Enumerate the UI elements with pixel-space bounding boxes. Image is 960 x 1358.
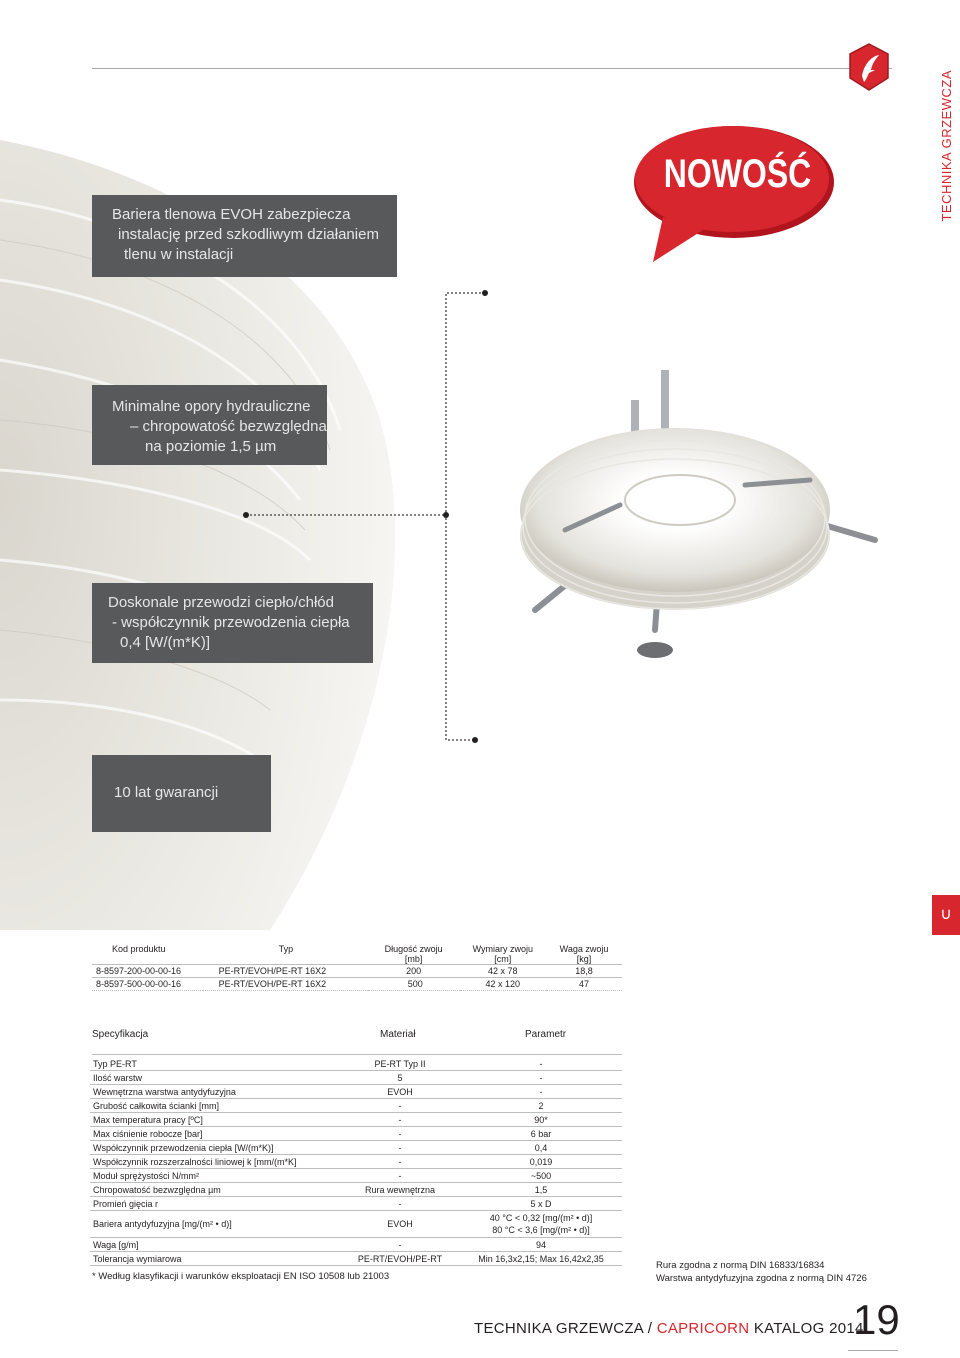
table-row: Tolerancja wymiarowa PE-RT/EVOH/PE-RT Min 16,3x2,15; Max 16,42x2,35: [90, 1252, 622, 1266]
col-header-weight: Waga zwoju [kg]: [559, 944, 609, 964]
side-strip: [918, 0, 960, 1358]
table-row: Typ PE-RT PE-RT Typ II -: [90, 1057, 622, 1071]
top-rule: [92, 68, 892, 69]
table-row: Współczynnik rozszerzalności liniowej k [mm/(m*K] - 0,019: [90, 1155, 622, 1169]
table-row: Współczynnik przewodzenia ciepła [W/(m*K)] - 0,4: [90, 1141, 622, 1155]
new-badge-bubble: [628, 122, 843, 272]
leader-lines: [240, 285, 500, 745]
spec-header-material: Materiał: [380, 1029, 416, 1040]
table-row-barrier: Bariera antydyfuzyjna [mg/(m² • d)] EVOH 40 °C < 0,32 [mg/(m² • d)] 80 °C < 3,6 [mg/(m² • d)]: [90, 1211, 622, 1238]
col-header-dims: Wymiary zwoju [cm]: [472, 944, 533, 964]
table-row: Ilość warstw 5 -: [90, 1071, 622, 1085]
table-row: Waga [g/m] - 94: [90, 1238, 622, 1252]
feature-line: instalację przed szkodliwym działaniem: [118, 226, 379, 243]
footer-catalog: KATALOG 2014: [749, 1320, 864, 1337]
footer-title: [474, 1320, 864, 1337]
feature-line: Bariera tlenowa EVOH zabezpiecza: [112, 206, 351, 223]
side-category-label: TECHNIKA GRZEWCZA: [939, 70, 954, 222]
feature-box-oxygen-barrier: [92, 195, 397, 277]
table-row: 8-8597-500-00-00-16 PE-RT/EVOH/PE-RT 16X2 500 42 x 120 47: [92, 978, 622, 991]
spec-table: [90, 1057, 622, 1266]
footnote: * Według klasyfikacji i warunków eksploatacji EN ISO 10508 lub 21003: [92, 1271, 390, 1282]
spec-header-rule: [92, 1054, 622, 1055]
heating-icon: ∪: [940, 906, 952, 923]
footer-brand: CAPRICORN: [656, 1320, 750, 1337]
page-number-rule: [848, 1350, 898, 1351]
table-row: Wewnętrzna warstwa antydyfuzyjna EVOH -: [90, 1085, 622, 1099]
feature-line: 0,4 [W/(m*K)]: [120, 634, 211, 651]
table-row: Max ciśnienie robocze [bar] - 6 bar: [90, 1127, 622, 1141]
spec-header-specification: Specyfikacja: [92, 1029, 149, 1040]
col-header-type: Typ: [278, 944, 294, 954]
norm-note: Warstwa antydyfuzyjna zgodna z normą DIN 4726: [656, 1273, 867, 1284]
feature-box-warranty: [92, 755, 271, 832]
product-table-header: [92, 944, 622, 965]
pipe-coil-on-stand-image: [505, 360, 895, 670]
brand-logo-icon: [846, 42, 892, 92]
col-header-length: Długość zwoju [mb]: [384, 944, 443, 964]
new-badge-text: NOWOŚĆ: [663, 152, 812, 196]
page-number: 19: [853, 1296, 900, 1343]
spec-header-parameter: Parametr: [525, 1029, 567, 1040]
table-row: Chropowatość bezwzględna µm Rura wewnętrzna 1,5: [90, 1183, 622, 1197]
col-header-code: Kod produktu: [112, 944, 166, 954]
feature-line: Doskonale przewodzi ciepło/chłód: [108, 594, 334, 611]
table-row: 8-8597-200-00-00-16 PE-RT/EVOH/PE-RT 16X2 200 42 x 78 18,8: [92, 965, 622, 978]
table-row: Max temperatura pracy [ºC] - 90*: [90, 1113, 622, 1127]
table-row: Promień gięcia r - 5 x D: [90, 1197, 622, 1211]
norm-note: Rura zgodna z normą DIN 16833/16834: [656, 1260, 825, 1271]
footer-separator: /: [643, 1320, 657, 1337]
feature-line: Minimalne opory hydrauliczne: [112, 398, 311, 415]
norm-notes: [656, 1259, 867, 1285]
feature-line: - współczynnik przewodzenia ciepła: [112, 614, 350, 631]
feature-line: – chropowatość bezwzględna: [130, 418, 327, 435]
feature-line: tlenu w instalacji: [124, 246, 234, 263]
table-row: Moduł sprężystości N/mm² - ~500: [90, 1169, 622, 1183]
table-row: Grubość całkowita ścianki [mm] - 2: [90, 1099, 622, 1113]
product-table: [92, 944, 622, 991]
feature-line: 10 lat gwarancji: [114, 784, 219, 801]
footer-category: TECHNIKA GRZEWCZA: [474, 1320, 644, 1337]
feature-line: na poziomie 1,5 µm: [145, 438, 277, 455]
